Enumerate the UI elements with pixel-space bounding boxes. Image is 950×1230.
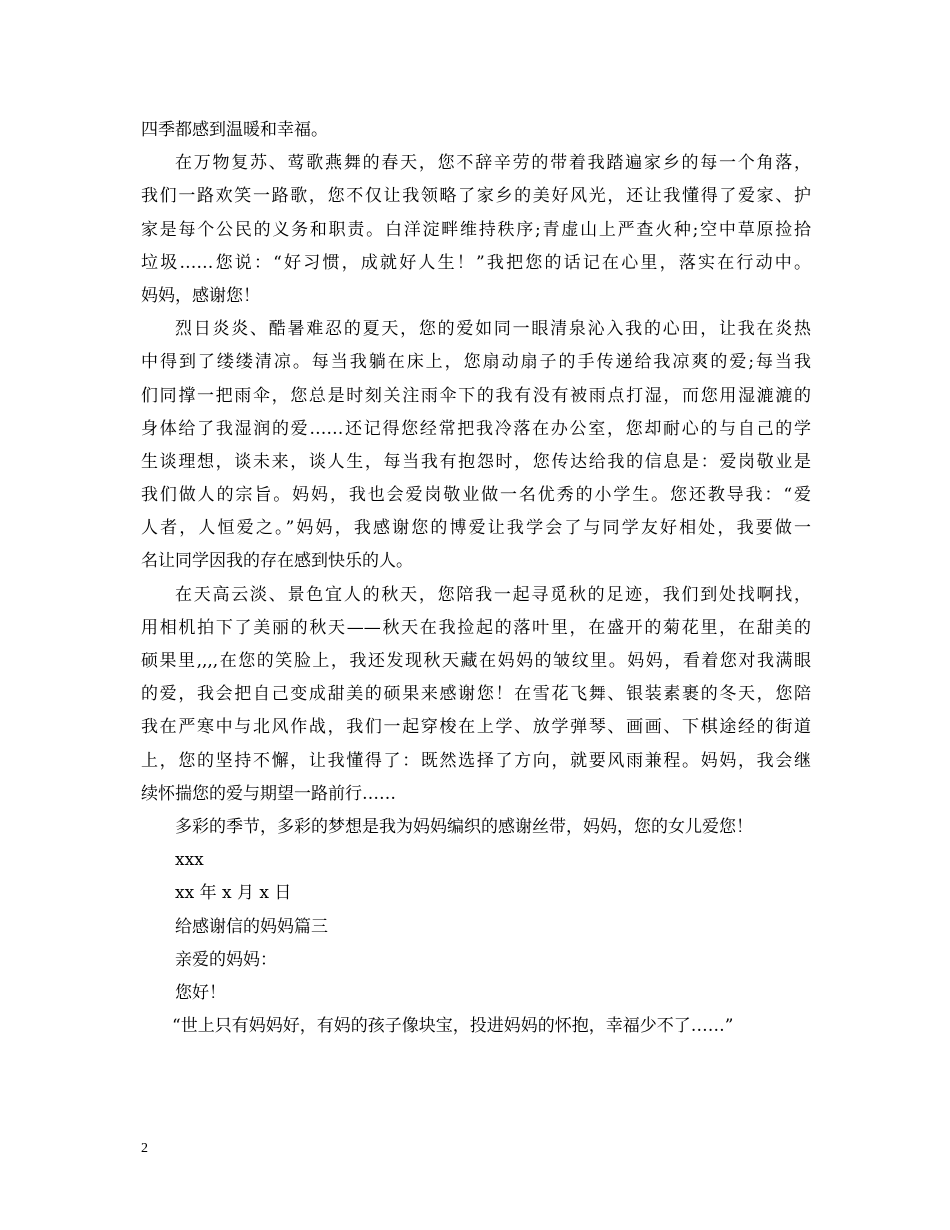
text-line: 妈妈，感谢您！ [141, 285, 260, 306]
text-line: 您好！ [175, 982, 226, 1003]
text-line: 人者，人恒爱之。”妈妈，我感谢您的博爱让我学会了与同学友好相处，我要做一 [141, 518, 811, 539]
text-line: 我们一路欢笑一路歌，您不仅让我领略了家乡的美好风光，还让我懂得了爱家、护 [141, 186, 811, 207]
text-line: 的爱，我会把自己变成甜美的硕果来感谢您！在雪花飞舞、银装素裹的冬天，您陪 [141, 684, 811, 705]
text-line: xx 年 x 月 x 日 [175, 883, 292, 904]
text-line: “世上只有妈妈好，有妈的孩子像块宝，投进妈妈的怀抱，幸福少不了……” [172, 1016, 734, 1037]
page-number: 2 [141, 1141, 148, 1156]
text-line: 给感谢信的妈妈篇三 [175, 916, 328, 937]
text-line: xxx [175, 850, 204, 871]
text-line: 多彩的季节，多彩的梦想是我为妈妈编织的感谢丝带，妈妈，您的女儿爱您！ [175, 816, 753, 837]
text-line: 身体给了我湿润的爱……还记得您经常把我冷落在办公室，您却耐心的与自己的学 [141, 418, 811, 439]
document-body [141, 114, 811, 1043]
text-line: 亲爱的妈妈： [175, 949, 277, 970]
text-line: 四季都感到温暖和幸福。 [141, 120, 328, 140]
text-line: 硕果里,,,,在您的笑脸上，我还发现秋天藏在妈妈的皱纹里。妈妈，看着您对我满眼 [141, 651, 811, 671]
text-line: 垃圾……您说：“好习惯，成就好人生！”我把您的话记在心里，落实在行动中。 [141, 252, 811, 273]
text-line: 上，您的坚持不懈，让我懂得了：既然选择了方向，就要风雨兼程。妈妈，我会继 [141, 750, 811, 771]
text-line: 用相机拍下了美丽的秋天——秋天在我捡起的落叶里，在盛开的菊花里，在甜美的 [141, 617, 811, 638]
text-line: 们同撑一把雨伞，您总是时刻关注雨伞下的我有没有被雨点打湿，而您用湿漉漉的 [141, 385, 811, 406]
text-line: 生谈理想，谈未来，谈人生，每当我有抱怨时，您传达给我的信息是：爱岗敬业是 [141, 451, 811, 472]
text-line: 在万物复苏、莺歌燕舞的春天，您不辞辛劳的带着我踏遍家乡的每一个角落， [175, 153, 811, 174]
text-line: 我们做人的宗旨。妈妈，我也会爱岗敬业做一名优秀的小学生。您还教导我：“爱 [141, 485, 811, 506]
text-line: 在天高云淡、景色宜人的秋天，您陪我一起寻觅秋的足迹，我们到处找啊找， [175, 584, 811, 605]
text-line: 烈日炎炎、酷暑难忍的夏天，您的爱如同一眼清泉沁入我的心田，让我在炎热 [175, 319, 811, 340]
text-line: 我在严寒中与北风作战，我们一起穿梭在上学、放学弹琴、画画、下棋途经的街道 [141, 717, 811, 738]
text-line: 中得到了缕缕清凉。每当我躺在床上，您扇动扇子的手传递给我凉爽的爱;每当我 [141, 352, 811, 373]
text-line: 名让同学因我的存在感到快乐的人。 [141, 551, 413, 572]
text-line: 家是每个公民的义务和职责。白洋淀畔维持秩序;青虚山上严查火种;空中草原捡拾 [141, 219, 811, 240]
text-line: 续怀揣您的爱与期望一路前行…… [141, 783, 396, 804]
